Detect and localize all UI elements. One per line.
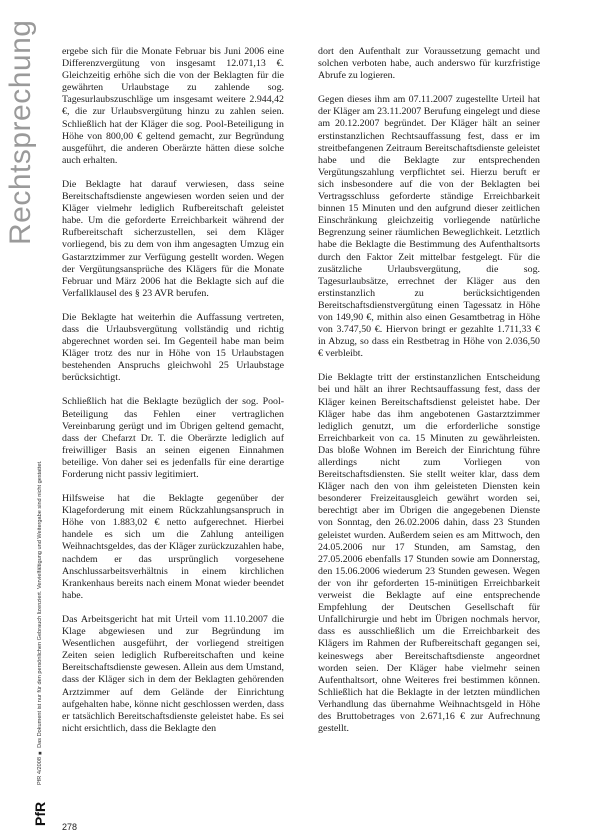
- paragraph: Gegen dieses ihm am 07.11.2007 zugestellte Urteil hat der Kläger am 23.11.2007 Berufung eingelegt und diese am 20.12.2007 begründet. Der Kläger hält an seiner erstinstanzlichen Rechtsauffassung fest, dass er im streitbefangenen Zeitraum Bereitschaftsdienste geleistet habe und die Beklagte zur entsprechenden Vergütungszahlung verpflichtet sei. Hierzu beruft er sich insbesondere auf die von der Beklagten bei Vertragsschluss geforderte ständige Erreichbarkeit binnen 15 Minuten und den aufgrund dieser zeitlichen Einschränkung gleichzeitig vorliegende natürliche Begrenzung seiner räumlichen Beweglichkeit. Letztlich habe die Beklagte die Bestimmung des Aufenthaltsorts durch den Faktor Zeit mittelbar festgelegt. Für die zusätzliche Urlaubsvergütung, die sog. Tagesurlaubsätze, errechnet der Kläger aus den erstinstanzlich zu berücksichtigenden Bereitschaftsdienstvergütung einen Tagessatz in Höhe von 149,90 €, mithin also einen Gesamtbetrag in Höhe von 3.747,50 €. Hiervon bringt er gezahlte 1.711,33 € in Abzug, so dass ein Restbetrag in Höhe von 2.036,50 € verbleibt.: [318, 94, 540, 360]
- section-title: Rechtsprechung: [4, 19, 37, 245]
- paragraph: Die Beklagte hat darauf verwiesen, dass seine Bereitschaftsdienste angewiesen worden seien und der Kläger vielmehr lediglich Rufbereitschaft geleistet habe. Um die geforderte Erreichbarkeit während der Rufbereitschaft sicherzustellen, sei dem Kläger vorliegend, bis zu dem von ihm angesagten Umzug ein Gastarztzimmer zur Verfügung gestellt worden. Wegen der Vergütungsansprüche des Klägers für die Monate Februar und März 2006 hat die Beklagte sich auf die Verfallklausel des § 23 AVR berufen.: [62, 178, 284, 299]
- paragraph: Das Arbeitsgericht hat mit Urteil vom 11.10.2007 die Klage abgewiesen und zur Begründung im Wesentlichen ausgeführt, der vorliegend streitigen Zeiten seien lediglich Rufbereitschaften und keine Bereitschaftsdienste gewesen. Allein aus dem Umstand, dass der Kläger sich in dem der Beklagten gehörenden Arztzimmer auf dem Gelände der Einrichtung aufgehalten habe, könne nicht geschlossen werden, dass er tatsächlich Bereitschaftsdienste geleistet habe. Es sei nicht ersichtlich, dass die Beklagte den: [62, 613, 284, 734]
- journal-logo: PfR: [32, 801, 48, 826]
- copyright-imprint: PfR 4/2008 ■ Das Dokument ist nur für den persönlichen Gebrauch lizenziert. Vervielfältigung und Weitergabe sind nicht gestattet.: [37, 460, 43, 785]
- paragraph: ergebe sich für die Monate Februar bis Juni 2006 eine Differenzvergütung von insgesamt 12.071,13 €. Gleichzeitig erhöhe sich die von der Beklagten für die gewährten Urlaubstage zu zahlende sog. Tagesurlaubszuschläge um insgesamt weitere 2.944,42 €, die zur Urlaubsvergütung hinzu zu zahlen seien. Schließlich hat der Kläger die sog. Pool-Beteiligung in Höhe von 800,00 € geltend gemacht, zur Begründung ausgeführt, die anderen Oberärzte hätten diese solche auch erhalten.: [62, 46, 284, 166]
- paragraph: Schließlich hat die Beklagte bezüglich der sog. Pool-Beteiligung das Fehlen einer vertraglichen Vereinbarung gerügt und im Übrigen geltend gemacht, dass der Chefarzt Dr. T. die Oberärzte lediglich auf freiwilliger Basis an seinen eigenen Einnahmen beteilige. Von daher sei es jedenfalls für eine derartige Forderung nicht passiv legitimiert.: [62, 396, 284, 480]
- paragraph: dort den Aufenthalt zur Voraussetzung gemacht und solchen verboten habe, auch anderswo für kurzfristige Abrufe zu logieren.: [318, 46, 540, 82]
- paragraph: Hilfsweise hat die Beklagte gegenüber der Klageforderung mit einem Rückzahlungsanspruch in Höhe von 1.883,02 € netto aufgerechnet. Hierbei handele es sich um die Zahlung anteiligen Weihnachtsgeldes, das der Kläger zurückzuzahlen habe, nachdem er das ursprünglich vorgesehene Anschlussarbeitsverhältnis in einem kirchlichen Krankenhaus bereits nach einem Monat wieder beendet habe.: [62, 493, 284, 601]
- page-number: 278: [62, 822, 78, 832]
- right-text-column: [318, 46, 540, 747]
- left-text-column: [62, 46, 284, 747]
- paragraph: Die Beklagte hat weiterhin die Auffassung vertreten, dass die Urlaubsvergütung vollständig und richtig abgerechnet worden sei. Im Gegenteil habe man beim Kläger trotz des nur in Höhe von 15 Urlaubstagen bestehenden Anspruchs gleichwohl 25 Urlaubstage berücksichtigt.: [62, 311, 284, 384]
- paragraph: Die Beklagte tritt der erstinstanzlichen Entscheidung bei und hält an ihrer Rechtsauffassung fest, dass der Kläger keinen Bereitschaftsdienst geleistet habe. Der Kläger habe das ihm angebotenen Gastarztzimmer lediglich genutzt, um die erforderliche sonstige Erreichbarkeit von ca. 15 Minuten zu gewährleisten. Das bloße Wohnen im Bereich der Einrichtung führe allerdings nicht zum Vorliegen von Bereitschaftsdiensten. Sie stellt weiter klar, dass dem Kläger nach den von ihm geleisteten Diensten kein besonderer Freizeitausgleich gewährt worden sei, berechtigt aber im Übrigen die angegebenen Dienste von Sonntag, den 26.02.2006 dahin, dass 23 Stunden geleistet wurden. Außerdem seien es am Mittwoch, den 24.05.2006 nur 17 Stunden, am Samstag, den 27.05.2006 ebenfalls 17 Stunden sowie am Donnerstag, den 15.06.2006 wiederum 23 Stunden gewesen. Wegen der von ihr geforderten 15-minütigen Erreichbarkeit verweist die Beklagte auf eine entsprechende Empfehlung der Deutschen Gesellschaft für Unfallchirurgie und hebt im Übrigen nochmals hervor, dass es ausschließlich um die Erreichbarkeit des Klägers im Rahmen der Rufbereitschaft gegangen sei, keineswegs aber Bereitschaftsdienste angeordnet worden seien. Der Kläger habe vielmehr seinen Aufenthaltsort, ohne Weiteres frei bestimmen können. Schließlich hat die Beklagte in der letzten mündlichen Verhandlung das übernahme Weihnachtsgeld in Höhe des Bruttobetrages von 2.671,16 € zur Aufrechnung gestellt.: [318, 372, 540, 735]
